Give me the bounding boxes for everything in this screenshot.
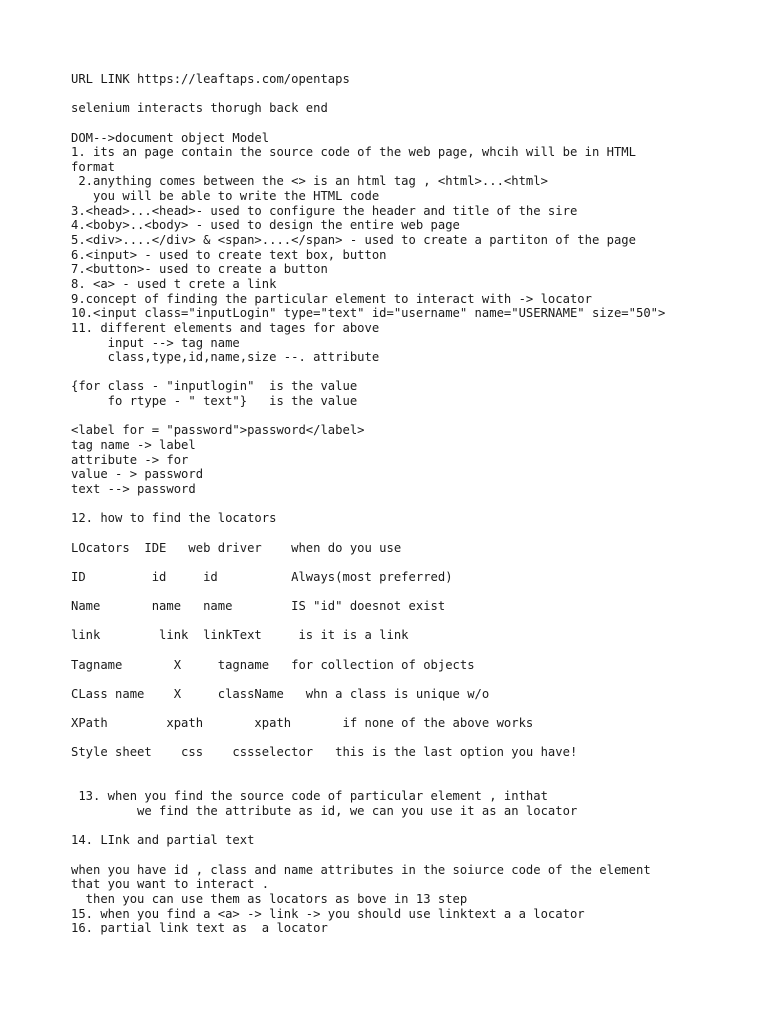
text-line: ID id id Always(most preferred)	[71, 569, 453, 584]
text-line: selenium interacts thorugh back end	[71, 101, 328, 116]
text-line: 12. how to find the locators	[71, 511, 277, 526]
text-line: 10.<input class="inputLogin" type="text" id="username" name="USERNAME" size="50">	[71, 306, 666, 321]
blank-line	[71, 555, 751, 570]
blank-line	[71, 672, 751, 687]
text-line: 3.<head>...<head>- used to configure the header and title of the sire	[71, 203, 578, 218]
text-line: Style sheet css cssselector this is the last option you have!	[71, 745, 578, 760]
blank-line	[71, 760, 751, 775]
text-line: 14. LInk and partial text	[71, 833, 255, 848]
blank-line	[71, 848, 751, 863]
blank-line	[71, 702, 751, 717]
text-line: 11. different elements and tages for above	[71, 320, 380, 335]
text-line: then you can use them as locators as bove in 13 step	[71, 891, 468, 906]
blank-line	[71, 116, 751, 131]
text-line: 2.anything comes between the <> is an html tag , <html>...<html>	[71, 174, 548, 189]
text-line: 7.<button>- used to create a button	[71, 262, 328, 277]
blank-line	[71, 365, 751, 380]
text-line: {for class - "inputlogin" is the value	[71, 379, 358, 394]
text-line: value - > password	[71, 467, 204, 482]
blank-line	[71, 409, 751, 424]
text-line: XPath xpath xpath if none of the above works	[71, 716, 534, 731]
text-line: URL LINK https://leaftaps.com/opentaps	[71, 72, 350, 86]
text-line: Tagname X tagname for collection of objects	[71, 657, 475, 672]
text-line: 13. when you find the source code of particular element , inthat	[71, 789, 548, 804]
text-line: you will be able to write the HTML code	[71, 189, 380, 204]
text-line: tag name -> label	[71, 438, 196, 453]
text-line: input --> tag name	[71, 335, 240, 350]
document-body	[71, 72, 751, 936]
blank-line	[71, 497, 751, 512]
text-line: Name name name IS "id" doesnot exist	[71, 599, 446, 614]
text-line: when you have id , class and name attributes in the soiurce code of the element	[71, 862, 651, 877]
text-line: link link linkText is it is a link	[71, 628, 409, 643]
text-line: class,type,id,name,size --. attribute	[71, 350, 380, 365]
text-line: 6.<input> - used to create text box, button	[71, 247, 387, 262]
text-line: attribute -> for	[71, 452, 189, 467]
text-line: that you want to interact .	[71, 877, 270, 892]
blank-line	[71, 731, 751, 746]
text-line: 8. <a> - used t crete a link	[71, 276, 277, 291]
blank-line	[71, 87, 751, 102]
blank-line	[71, 819, 751, 834]
blank-line	[71, 614, 751, 629]
blank-line	[71, 775, 751, 790]
text-line: 16. partial link text as a locator	[71, 921, 328, 936]
text-line: 15. when you find a <a> -> link -> you should use linktext a a locator	[71, 906, 585, 921]
text-line: <label for = "password">password</label>	[71, 423, 365, 438]
text-line: fo rtype - " text"} is the value	[71, 394, 358, 409]
blank-line	[71, 584, 751, 599]
text-line: 1. its an page contain the source code of the web page, whcih will be in HTML	[71, 145, 636, 160]
text-line: CLass name X className whn a class is unique w/o	[71, 686, 490, 701]
blank-line	[71, 526, 751, 541]
text-line: format	[71, 159, 116, 174]
text-line: 4.<boby>..<body> - used to design the entire web page	[71, 218, 460, 233]
text-line: 5.<div>....</div> & <span>....</span> - used to create a partiton of the page	[71, 233, 636, 248]
text-line: text --> password	[71, 481, 196, 496]
text-line: we find the attribute as id, we can you use it as an locator	[71, 804, 578, 819]
text-line: 9.concept of finding the particular element to interact with -> locator	[71, 291, 592, 306]
text-line: DOM-->document object Model	[71, 130, 270, 145]
blank-line	[71, 643, 751, 658]
text-line: LOcators IDE web driver when do you use	[71, 540, 402, 555]
